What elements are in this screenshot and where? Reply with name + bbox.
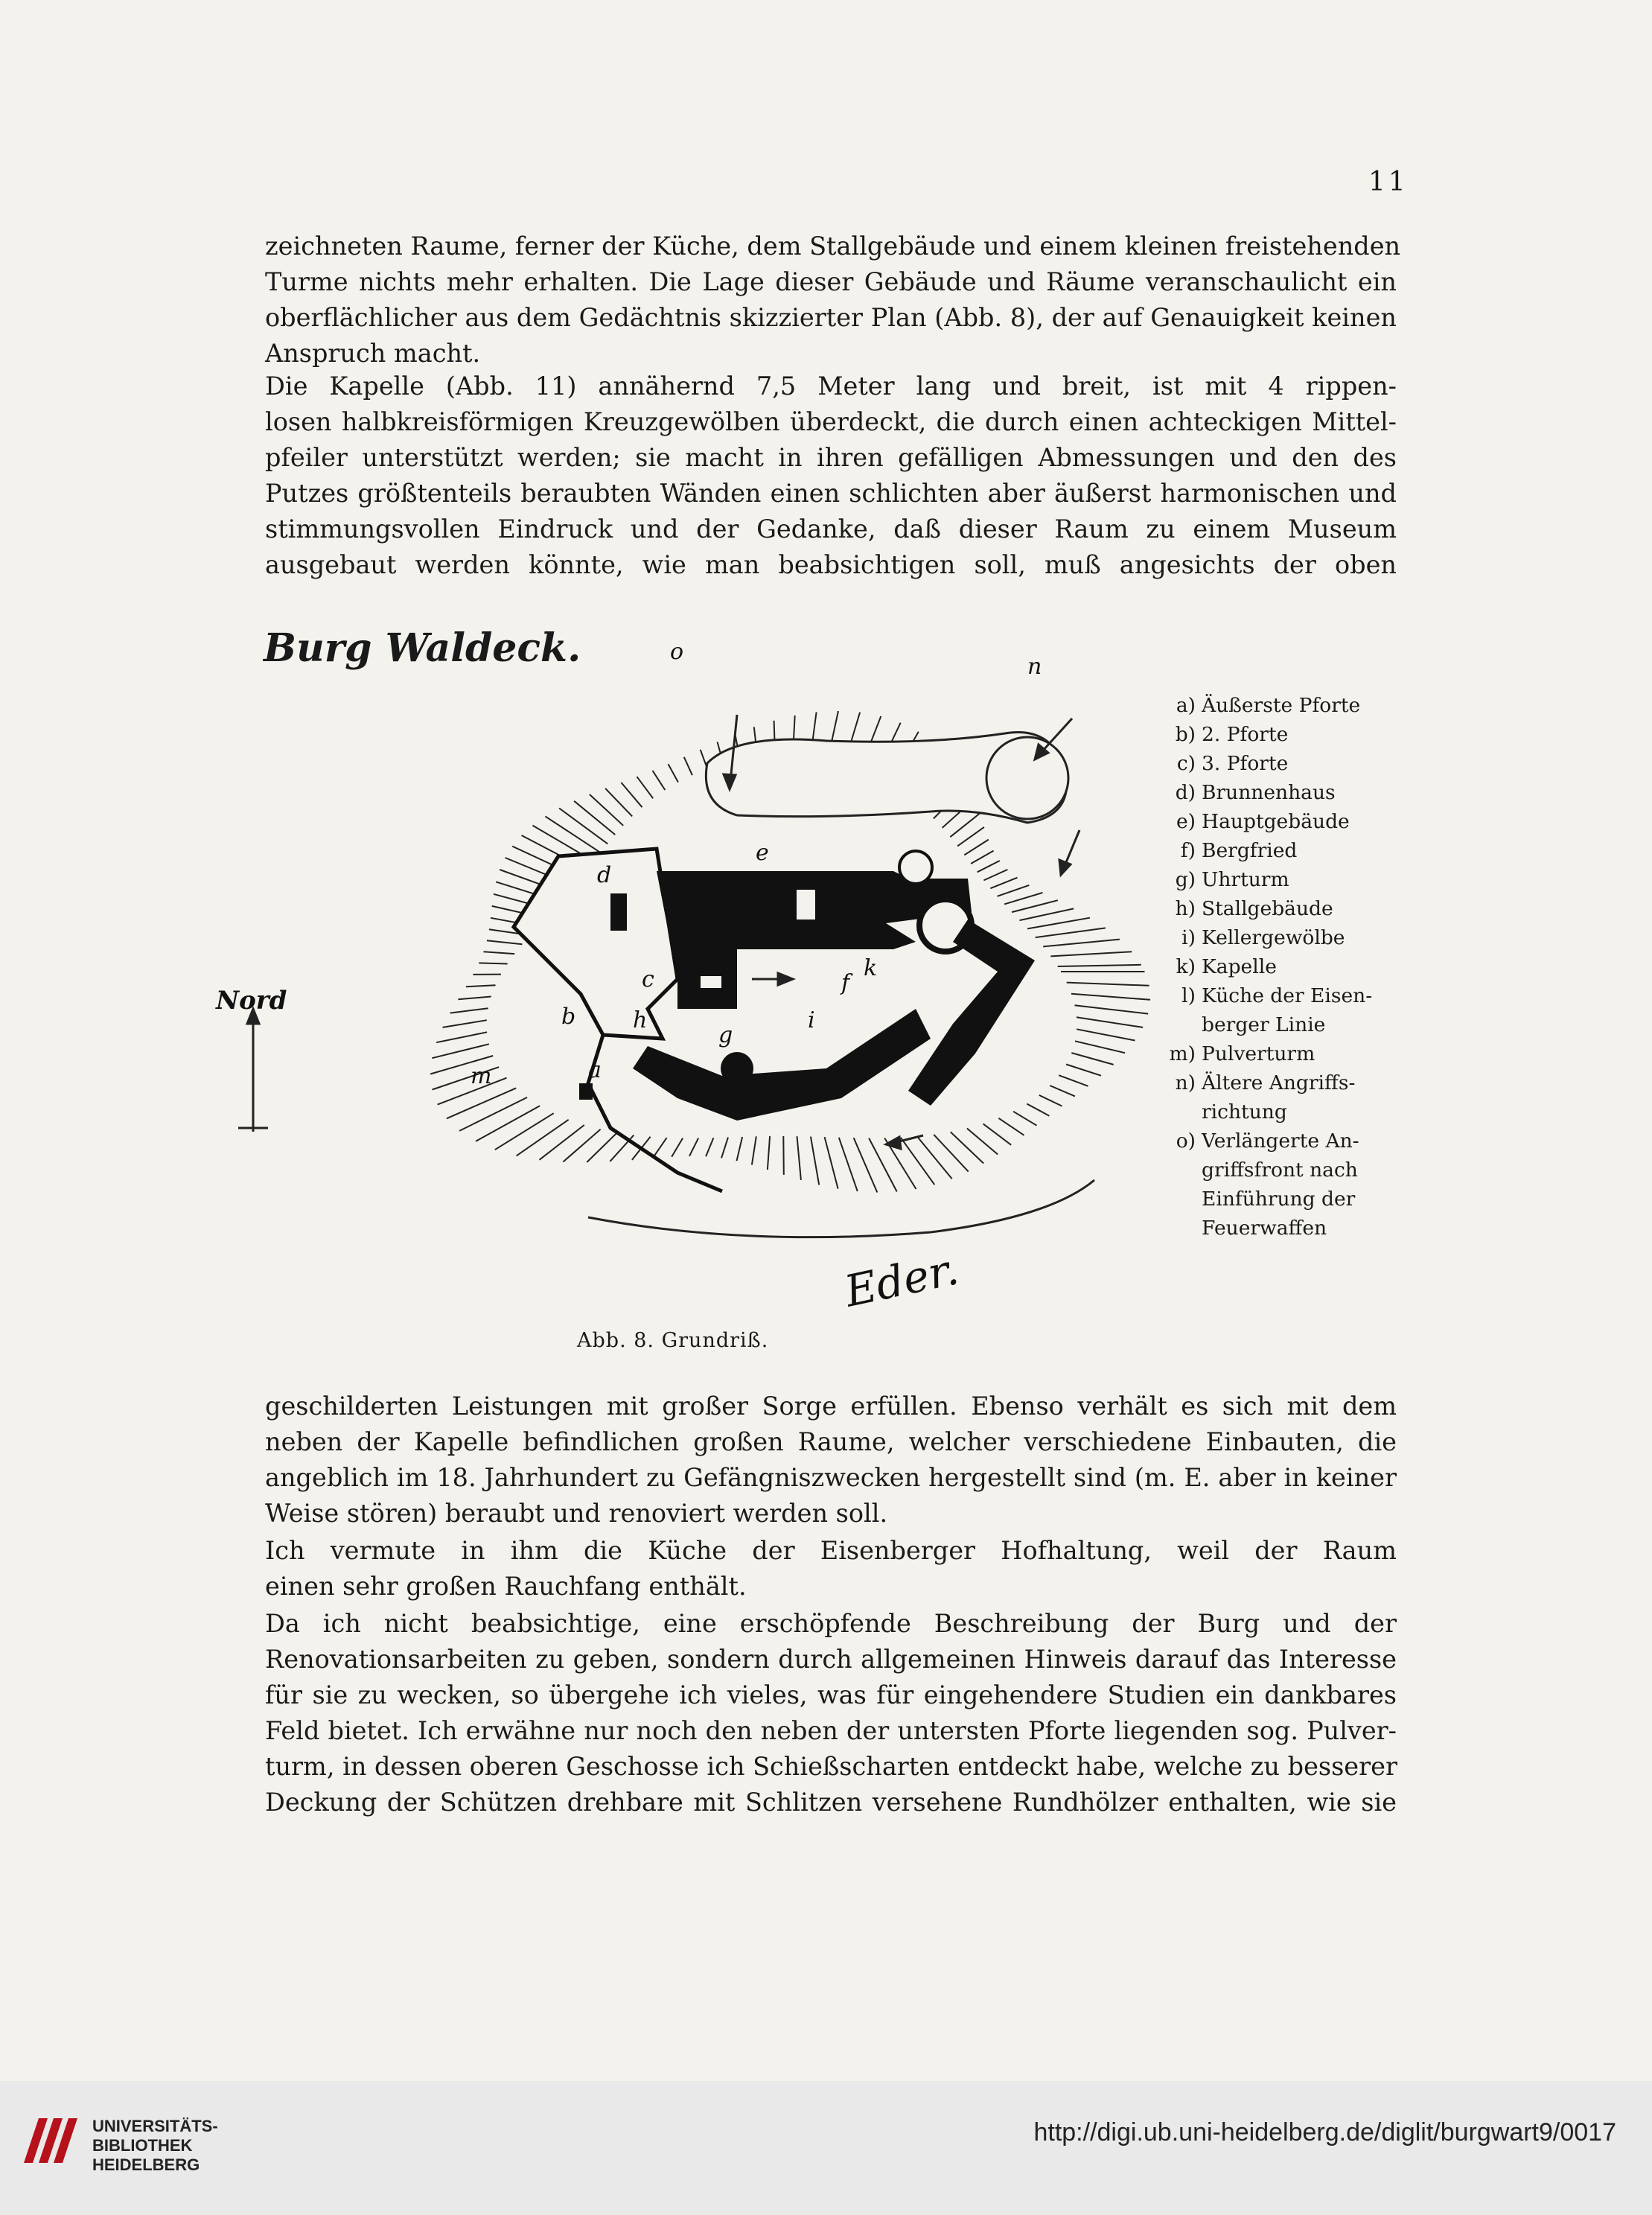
small-round-tower (899, 851, 932, 884)
paragraph5-line: Da ich nicht beabsichtige, eine erschöpfende Beschreibung der Burg und der (265, 1609, 1397, 1638)
hatch-stroke (447, 1088, 516, 1118)
hatch-stroke (811, 1137, 819, 1185)
north-label: Nord (216, 986, 287, 1016)
hatch-stroke (706, 1138, 713, 1156)
hatch-stroke (839, 1138, 858, 1191)
hatch-stroke (1004, 893, 1042, 905)
hatch-stroke (432, 1044, 489, 1058)
legend-key: f) (1180, 839, 1196, 862)
legend-item (1157, 1039, 1395, 1068)
hatch-stroke (737, 1137, 743, 1161)
hatch-stroke (436, 1032, 487, 1042)
outer-wall (514, 849, 677, 1039)
legend-key: i) (1181, 926, 1196, 949)
legend-text: Hauptgebäude (1202, 810, 1350, 833)
legend-key: h) (1175, 897, 1196, 920)
hatch-stroke (983, 870, 1007, 881)
paragraph1-line: Turme nichts mehr erhalten. Die Lage dieser Gebäude und Räume veranschaulicht ein (265, 267, 1397, 296)
legend-key: c) (1176, 752, 1196, 775)
hatch-stroke (1071, 994, 1150, 1000)
hatch-stroke (443, 1020, 487, 1027)
hatch-stroke (1050, 952, 1132, 956)
legend-text: Einführung der (1202, 1188, 1356, 1211)
paragraph3-line: geschilderten Leistungen mit großer Sorge erfüllen. Ebenso verhält es sich mit dem (265, 1392, 1397, 1421)
hatch-stroke (957, 827, 984, 847)
hatch-stroke (783, 1136, 784, 1175)
hatch-stroke (653, 1138, 667, 1159)
hatch-stroke (458, 997, 491, 1000)
legend-text: richtung (1202, 1100, 1287, 1124)
hatch-stroke (466, 985, 496, 987)
legend-key: o) (1176, 1129, 1196, 1153)
hatch-stroke (1027, 918, 1090, 929)
legend-text: Äußerste Pforte (1202, 694, 1361, 717)
hatch-stroke (621, 783, 642, 807)
paragraph3-line: angeblich im 18. Jahrhundert zu Gefängniszwecken hergestellt sind (m. E. aber in keiner (265, 1463, 1397, 1492)
paragraph1-line: zeichneten Raume, ferner der Küche, dem Stallgebäude und einem kleinen freistehenden (265, 232, 1401, 261)
legend-text: Küche der Eisen- (1202, 984, 1373, 1007)
legend-item (1157, 1068, 1395, 1097)
plan-letter-i: i (808, 1007, 815, 1033)
legend-key (1157, 1097, 1202, 1126)
well-house (610, 893, 627, 931)
hatch-stroke (1043, 940, 1120, 947)
footer-bar (0, 2081, 1652, 2215)
legend-key (1157, 1214, 1202, 1243)
paragraph-4 (265, 1533, 1397, 1604)
hatch-stroke (917, 1136, 952, 1179)
hatch-stroke (450, 1008, 488, 1013)
paragraph3-line: neben der Kapelle befindlichen großen Raume, welcher verschiedene Einbauten, die (265, 1427, 1397, 1456)
legend-text: Feuerwaffen (1202, 1217, 1327, 1240)
hatch-stroke (901, 1138, 935, 1185)
hatch-stroke (1077, 1017, 1143, 1027)
hatch-stroke (669, 764, 678, 782)
legend-text: Pulverturm (1202, 1042, 1315, 1065)
legend-item (1157, 1185, 1395, 1214)
paragraph2-line: Putzes größtenteils beraubten Wänden einen schlichten aber äußerst harmonischen und (265, 479, 1397, 508)
figure-caption: Abb. 8. Grundriß. (577, 1329, 769, 1352)
hatch-stroke (1077, 1029, 1135, 1040)
figure-title: Burg Waldeck. (264, 625, 581, 671)
legend-text: Verlängerte An- (1202, 1129, 1359, 1153)
legend-text: Brunnenhaus (1202, 781, 1336, 804)
hatch-stroke (459, 1097, 527, 1131)
legend-key (1157, 1010, 1202, 1039)
powder-tower (579, 1083, 593, 1100)
legend-item (1157, 923, 1395, 952)
hatch-stroke (934, 1135, 968, 1172)
hatch-stroke (964, 840, 989, 855)
legend-key: d) (1175, 781, 1196, 804)
legend-text: Kapelle (1202, 955, 1277, 978)
hatch-stroke (721, 1138, 728, 1159)
legend-key: k) (1176, 955, 1196, 978)
plan-letter-d: d (597, 862, 612, 888)
paragraph2-line: ausgebaut werden könnte, wie man beabsichtigen soll, muß angesichts der oben (265, 550, 1397, 579)
legend-key: b) (1175, 723, 1196, 746)
paragraph5-line: Deckung der Schützen drehbare mit Schlitzen versehene Rundhölzer enthalten, wie sie (265, 1788, 1397, 1817)
hatch-stroke (563, 1129, 600, 1162)
legend-text: berger Linie (1202, 1013, 1326, 1036)
hatch-stroke (684, 757, 692, 775)
plan-letter-n: n (1027, 654, 1042, 680)
hatch-stroke (574, 801, 615, 835)
legend-item (1157, 894, 1395, 923)
paragraph5-line: Feld bietet. Ich erwähne nur noch den neben der untersten Pforte liegenden sog. Pulver- (265, 1716, 1397, 1745)
hatch-stroke (978, 861, 1000, 872)
paragraph3-line: Weise stören) beraubt und renoviert werden soll. (265, 1499, 888, 1528)
hatch-stroke (476, 1106, 540, 1141)
legend-item (1157, 778, 1395, 807)
clock-tower (721, 1052, 753, 1085)
hatch-stroke (1075, 1005, 1149, 1013)
hatch-stroke (971, 851, 994, 864)
legend-item (1157, 1010, 1395, 1039)
legend-text: Uhrturm (1202, 868, 1289, 891)
legend-text: 3. Pforte (1202, 752, 1289, 775)
hatch-stroke (998, 885, 1030, 896)
legend-key: e) (1176, 810, 1196, 833)
legend-item (1157, 1214, 1395, 1243)
figure-legend (1157, 691, 1395, 1243)
plan-letter-e: e (756, 840, 769, 866)
plan-letter-m: m (471, 1063, 492, 1089)
paragraph5-line: Renovationsarbeiten zu geben, sondern durch allgemeinen Hinweis darauf das Interesse (265, 1645, 1397, 1674)
legend-key (1157, 1185, 1202, 1214)
paragraph1-line: Anspruch macht. (265, 339, 481, 368)
legend-text: Ältere Angriffs- (1202, 1071, 1356, 1094)
legend-text: Bergfried (1202, 839, 1298, 862)
hatch-stroke (1067, 983, 1149, 986)
legend-item (1157, 749, 1395, 778)
page-number: 11 (1368, 167, 1409, 197)
hatch-stroke (1075, 1041, 1125, 1053)
legend-item (1157, 720, 1395, 749)
hatch-stroke (1059, 1075, 1088, 1086)
hatch-stroke (1020, 908, 1074, 920)
hatch-stroke (1050, 1086, 1075, 1096)
plan-letter-g: g (718, 1022, 733, 1048)
plan-letter-a: a (588, 1057, 602, 1083)
hatch-stroke (998, 1118, 1024, 1135)
plan-letter-o: o (670, 639, 684, 665)
legend-item (1157, 1156, 1395, 1185)
library-logo-icon (16, 2111, 83, 2178)
legend-text: griffsfront nach (1202, 1159, 1358, 1182)
hatch-stroke (590, 794, 623, 826)
legend-item (1157, 836, 1395, 865)
legend-key: l) (1181, 984, 1196, 1007)
hatch-stroke (1036, 928, 1106, 937)
hatch-stroke (768, 1136, 770, 1170)
legend-key: n) (1175, 1071, 1196, 1094)
legend-text: Stallgebäude (1202, 897, 1333, 920)
hatch-stroke (1058, 965, 1141, 966)
legend-item (1157, 807, 1395, 836)
legend-text: 2. Pforte (1202, 723, 1289, 746)
hatch-stroke (797, 1136, 801, 1180)
paragraph2-line: stimmungsvollen Eindruck und der Gedanke, daß dieser Raum zu einem Museum (265, 514, 1397, 544)
paragraph-1 (265, 229, 1401, 372)
legend-key (1157, 1156, 1202, 1185)
hatch-stroke (1039, 1095, 1062, 1106)
hatch-stroke (672, 1138, 683, 1157)
paragraph2-line: losen halbkreisförmigen Kreuzgewölben überdeckt, die durch einen achteckigen Mittel- (265, 407, 1397, 436)
paragraph1-line: oberflächlicher aus dem Gedächtnis skizzierter Plan (Abb. 8), der auf Genauigkeit keinen (265, 303, 1397, 332)
paragraph-3 (265, 1389, 1397, 1532)
paragraph4-line: einen sehr großen Rauchfang enthält. (265, 1572, 747, 1601)
plan-letter-h: h (633, 1007, 648, 1033)
plan-letter-c: c (642, 966, 654, 992)
library-name: UNIVERSITÄTS- BIBLIOTHEK HEIDELBERG (92, 2117, 218, 2174)
hatch-stroke (990, 878, 1017, 889)
legend-key: m) (1169, 1042, 1196, 1065)
hatch-stroke (1012, 900, 1058, 912)
paragraph5-line: für sie zu wecken, so übergehe ich vieles, was für eingehendere Studien ein dankbares (265, 1680, 1397, 1709)
hatch-stroke (1066, 1065, 1101, 1076)
legend-item (1157, 865, 1395, 894)
plan-letter-f: f (841, 970, 850, 996)
legend-key: a) (1176, 694, 1196, 717)
paragraph2-line: Die Kapelle (Abb. 11) annähernd 7,5 Meter lang und breit, ist mit 4 rippen- (265, 372, 1397, 401)
hatch-stroke (983, 1124, 1012, 1144)
river-label: Eder. (840, 1243, 963, 1317)
hatch-stroke (752, 1136, 756, 1164)
hatch-stroke (1027, 1104, 1049, 1116)
legend-text: Kellergewölbe (1202, 926, 1345, 949)
legend-item (1157, 691, 1395, 720)
hatch-stroke (637, 777, 654, 798)
legend-item (1157, 952, 1395, 981)
hatch-stroke (487, 940, 523, 944)
hatch-stroke (540, 1125, 584, 1160)
hatch-stroke (517, 1120, 569, 1156)
plan-letter-k: k (864, 955, 878, 981)
paragraph-2 (265, 369, 1397, 583)
river-line (588, 1180, 1094, 1237)
legend-item (1157, 1097, 1395, 1126)
hatch-stroke (559, 809, 607, 844)
hatch-stroke (825, 1137, 838, 1189)
paragraph4-line: Ich vermute in ihm die Küche der Eisenberger Hofhaltung, weil der Raum (265, 1536, 1397, 1565)
hatch-stroke (1013, 1112, 1036, 1126)
paragraph-5 (265, 1606, 1397, 1820)
hatch-stroke (689, 1138, 698, 1156)
plan-letter-b: b (561, 1004, 576, 1030)
source-url-link[interactable]: http://digi.ub.uni-heidelberg.de/diglit/burgwart9/0017 (1033, 2118, 1616, 2147)
south-wall (633, 1009, 931, 1121)
legend-item (1157, 1126, 1395, 1156)
hatch-stroke (484, 952, 515, 954)
hatch-stroke (653, 771, 666, 790)
hatch-stroke (545, 816, 601, 852)
legend-item (1157, 981, 1395, 1010)
round-bastion (986, 737, 1068, 819)
paragraph2-line: pfeiler unterstützt werden; sie macht in ihren gefälligen Abmessungen und den des (265, 443, 1397, 472)
hatch-stroke (1071, 1053, 1113, 1065)
paragraph5-line: turm, in dessen oberen Geschosse ich Schießscharten entdeckt habe, welche zu besserer (265, 1752, 1397, 1781)
hatch-stroke (495, 1113, 554, 1150)
plan-letter-l: l (916, 911, 923, 937)
legend-key: g) (1175, 868, 1196, 891)
